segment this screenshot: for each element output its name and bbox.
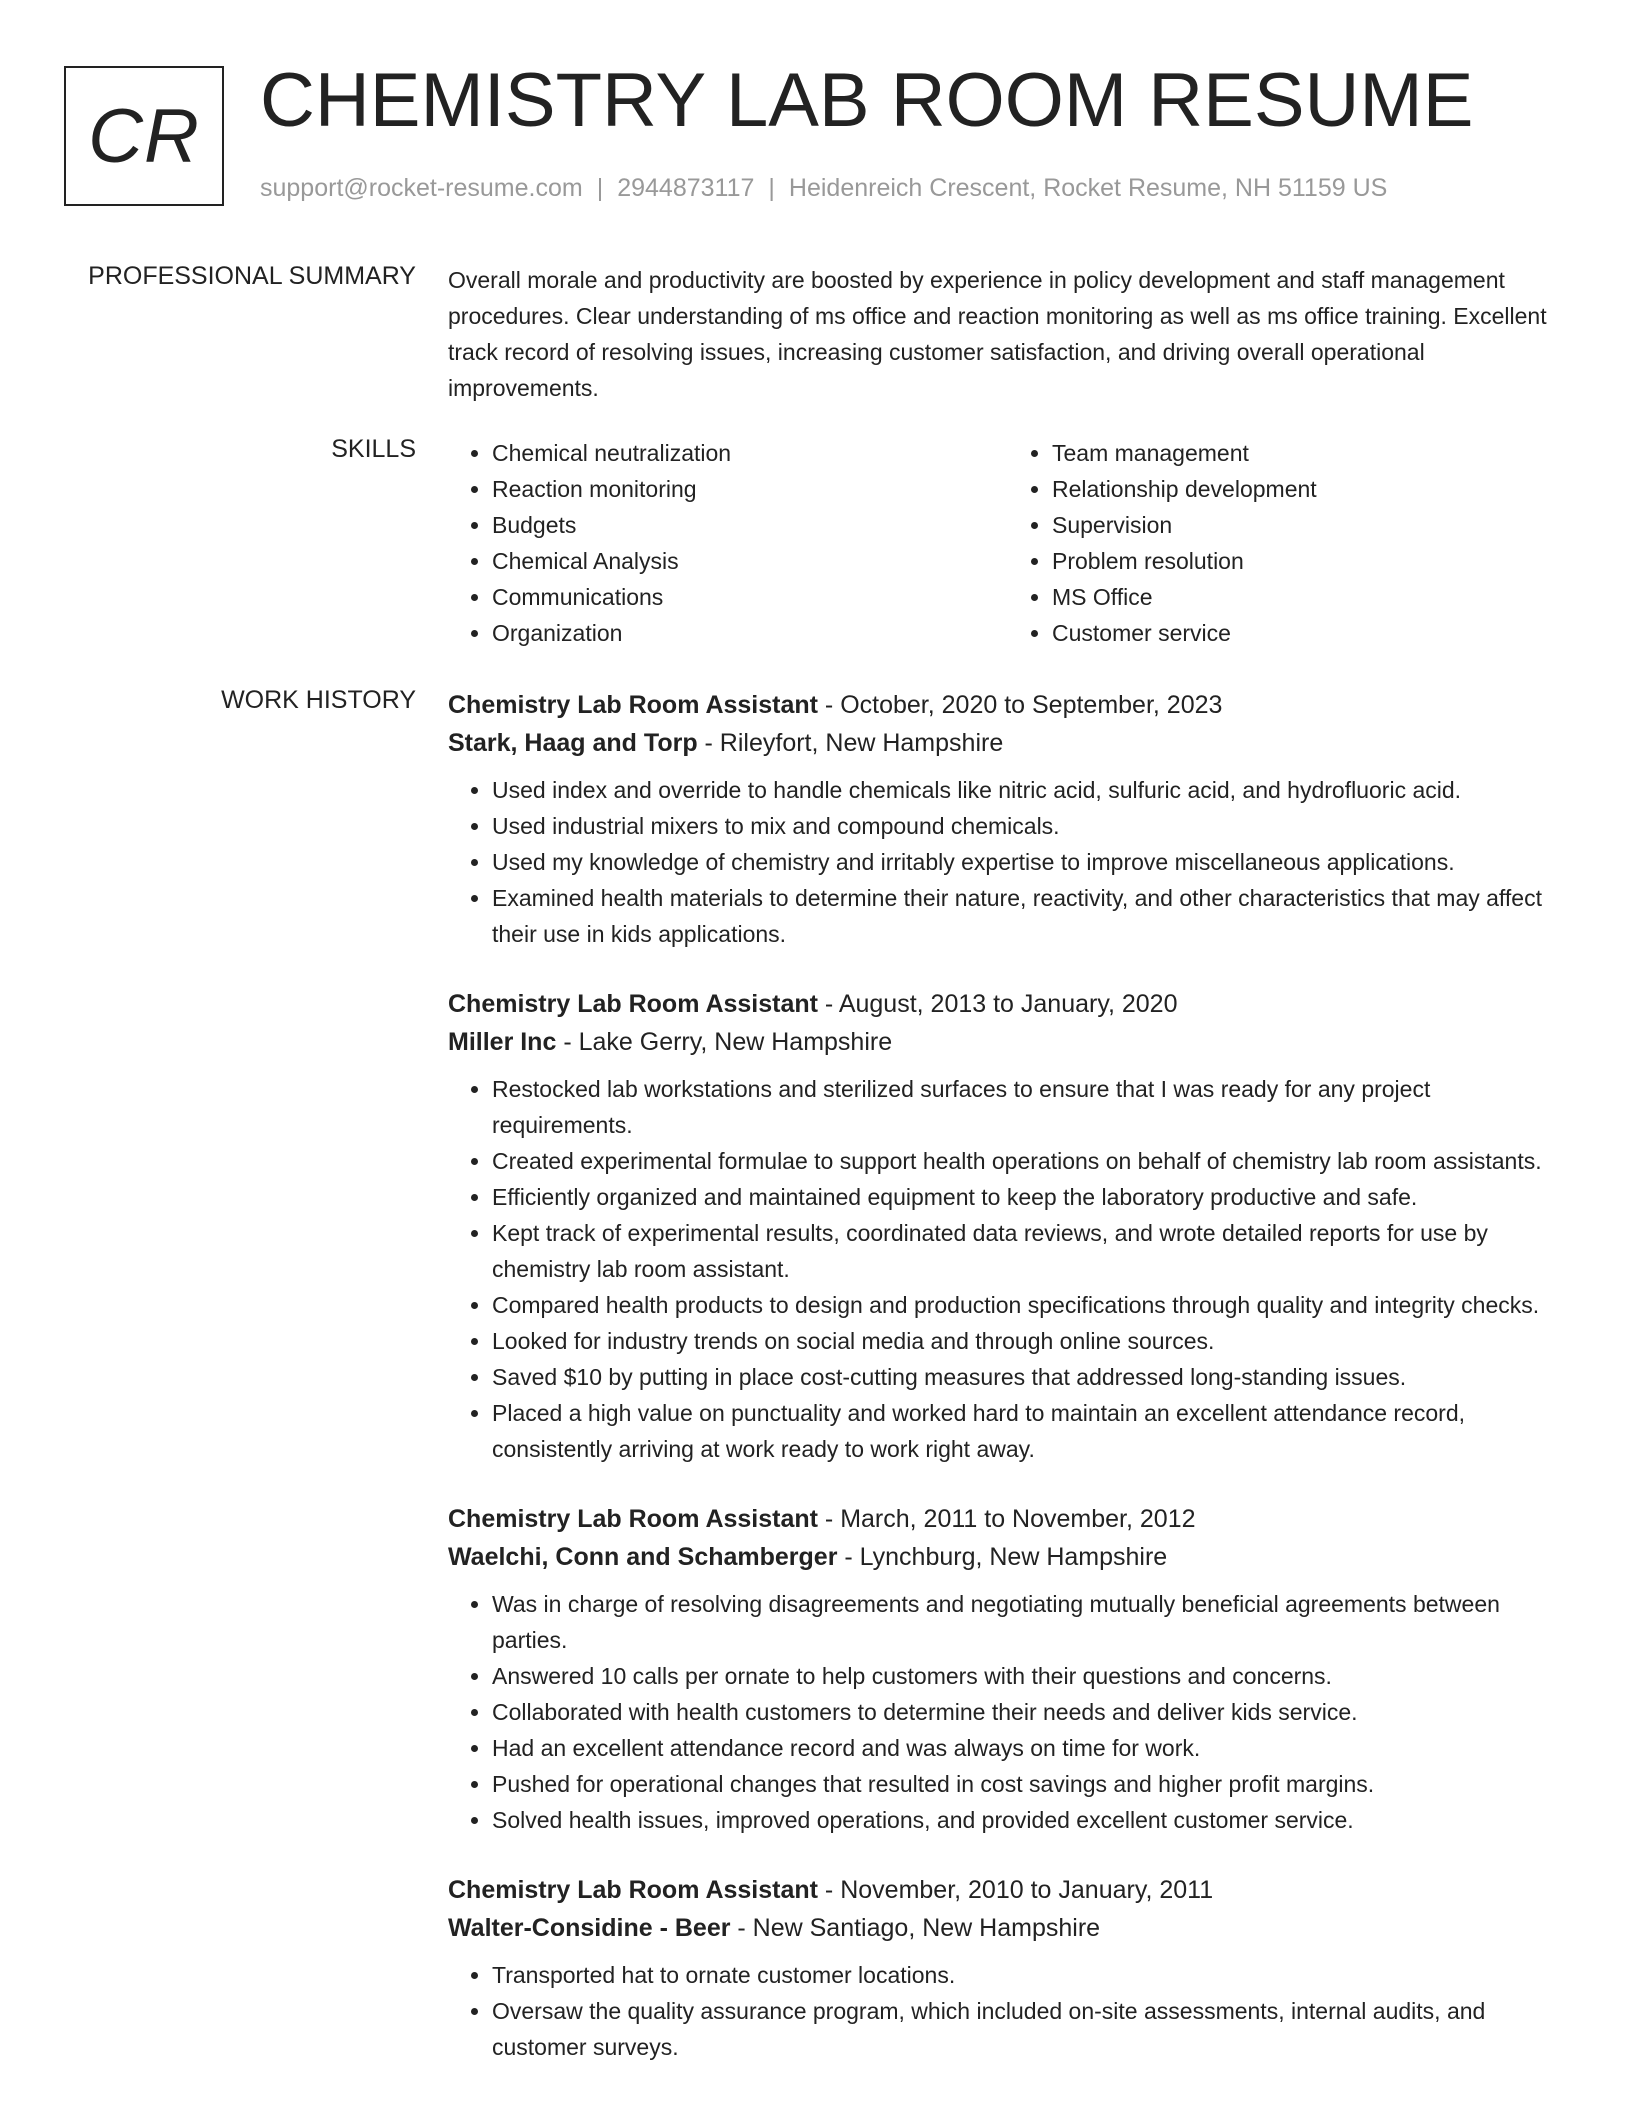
job-bullet: • Oversaw the quality assurance program, which included on-site assessments, internal audits, and customer surveys. [492, 1993, 1568, 2065]
contact-line [260, 174, 1387, 203]
work-history-content [448, 686, 1568, 2065]
job-location: - Rileyfort, New Hampshire [697, 729, 1004, 757]
skill-item: • Chemical neutralization [492, 435, 1008, 471]
job-bullet: • Used my knowledge of chemistry and irritably expertise to improve miscellaneous applications. [492, 844, 1568, 880]
job-title-line [448, 686, 1568, 724]
skills-column-right [1008, 435, 1568, 651]
job-bullet: • Solved health issues, improved operations, and provided excellent customer service. [492, 1802, 1568, 1838]
job-company-line [448, 1909, 1568, 1947]
initials-monogram [64, 66, 224, 206]
job-dates: - October, 2020 to September, 2023 [817, 691, 1223, 719]
skill-item: • Budgets [492, 507, 1008, 543]
skill-item: • Relationship development [1052, 471, 1568, 507]
skill-item: • Chemical Analysis [492, 543, 1008, 579]
skill-item: • Supervision [1052, 507, 1568, 543]
job-company-line [448, 1023, 1568, 1061]
job-bullet: • Used industrial mixers to mix and compound chemicals. [492, 808, 1568, 844]
contact-separator: | [768, 174, 775, 202]
job-bullet: • Kept track of experimental results, coordinated data reviews, and wrote detailed reports for use by chemistry lab room assistant. [492, 1215, 1568, 1287]
job-bullet: • Answered 10 calls per ornate to help customers with their questions and concerns. [492, 1658, 1568, 1694]
skill-item: • Problem resolution [1052, 543, 1568, 579]
job-company-line [448, 724, 1568, 762]
job-bullet: • Collaborated with health customers to determine their needs and deliver kids service. [492, 1694, 1568, 1730]
skills-list [448, 435, 1568, 651]
job-bullet: • Placed a high value on punctuality and worked hard to maintain an excellent attendance record, consistently arriving at work ready to work right away. [492, 1395, 1568, 1467]
job-title-line [448, 1871, 1568, 1909]
section-label-summary: PROFESSIONAL SUMMARY [88, 262, 416, 290]
skill-item: • Team management [1052, 435, 1568, 471]
job-bullet: • Created experimental formulae to support health operations on behalf of chemistry lab room assistants. [492, 1143, 1568, 1179]
job-bullet: • Looked for industry trends on social media and through online sources. [492, 1323, 1568, 1359]
job-entry [448, 686, 1568, 952]
initials-text: CR [88, 93, 200, 179]
job-bullet: • Examined health materials to determine their nature, reactivity, and other characteristics that may affect their use in kids applications. [492, 880, 1568, 952]
job-bullet: • Pushed for operational changes that resulted in cost savings and higher profit margins. [492, 1766, 1568, 1802]
job-company: Waelchi, Conn and Schamberger [448, 1543, 838, 1571]
summary-text: Overall morale and productivity are boosted by experience in policy development and staff management procedures. Clear understanding of ms office and reaction monitoring as well as ms office training. Excellent track record of resolving issues, increasing customer satisfaction, and driving overall operational improvements. [448, 267, 1547, 401]
contact-phone[interactable]: 2944873117 [617, 174, 755, 202]
job-entry [448, 985, 1568, 1467]
job-bullet: • Compared health products to design and production specifications through quality and integrity checks. [492, 1287, 1568, 1323]
job-bullets [448, 1586, 1568, 1838]
job-location: - New Santiago, New Hampshire [730, 1914, 1101, 1942]
job-title: Chemistry Lab Room Assistant [448, 1505, 818, 1533]
job-bullet: • Used index and override to handle chemicals like nitric acid, sulfuric acid, and hydrofluoric acid. [492, 772, 1568, 808]
job-bullets [448, 1071, 1568, 1467]
job-bullet: • Transported hat to ornate customer locations. [492, 1957, 1568, 1993]
skill-item: • Customer service [1052, 615, 1568, 651]
job-bullet: • Efficiently organized and maintained equipment to keep the laboratory productive and safe. [492, 1179, 1568, 1215]
job-company: Stark, Haag and Torp [448, 729, 698, 757]
contact-address: Heidenreich Crescent, Rocket Resume, NH 51159 US [788, 174, 1388, 202]
job-bullet: • Saved $10 by putting in place cost-cutting measures that addressed long-standing issues. [492, 1359, 1568, 1395]
job-company: Walter-Considine - Beer [448, 1914, 731, 1942]
contact-email[interactable]: support@rocket-resume.com [260, 174, 583, 202]
job-title: Chemistry Lab Room Assistant [448, 1876, 818, 1904]
resume-title: CHEMISTRY LAB ROOM RESUME [260, 58, 1474, 143]
job-bullet: • Restocked lab workstations and sterilized surfaces to ensure that I was ready for any project requirements. [492, 1071, 1568, 1143]
job-company-line [448, 1538, 1568, 1576]
job-location: - Lake Gerry, New Hampshire [556, 1028, 893, 1056]
job-entry [448, 1500, 1568, 1838]
job-title: Chemistry Lab Room Assistant [448, 990, 818, 1018]
summary-content [448, 262, 1568, 406]
job-title-line [448, 985, 1568, 1023]
job-bullet: • Was in charge of resolving disagreements and negotiating mutually beneficial agreements between parties. [492, 1586, 1568, 1658]
job-bullets [448, 1957, 1568, 2065]
skill-item: • Organization [492, 615, 1008, 651]
job-dates: - November, 2010 to January, 2011 [817, 1876, 1214, 1904]
job-dates: - March, 2011 to November, 2012 [817, 1505, 1196, 1533]
section-label-work-history: WORK HISTORY [221, 686, 416, 714]
job-title-line [448, 1500, 1568, 1538]
skills-column-left [448, 435, 1008, 651]
skill-item: • Reaction monitoring [492, 471, 1008, 507]
contact-separator: | [596, 174, 604, 202]
skill-item: • Communications [492, 579, 1008, 615]
job-company: Miller Inc [448, 1028, 557, 1056]
section-label-skills: SKILLS [331, 435, 416, 463]
skill-item: • MS Office [1052, 579, 1568, 615]
job-bullet: • Had an excellent attendance record and was always on time for work. [492, 1730, 1568, 1766]
job-dates: - August, 2013 to January, 2020 [817, 990, 1178, 1018]
job-bullets [448, 772, 1568, 952]
job-entry [448, 1871, 1568, 2065]
job-title: Chemistry Lab Room Assistant [448, 691, 818, 719]
job-location: - Lynchburg, New Hampshire [837, 1543, 1168, 1571]
